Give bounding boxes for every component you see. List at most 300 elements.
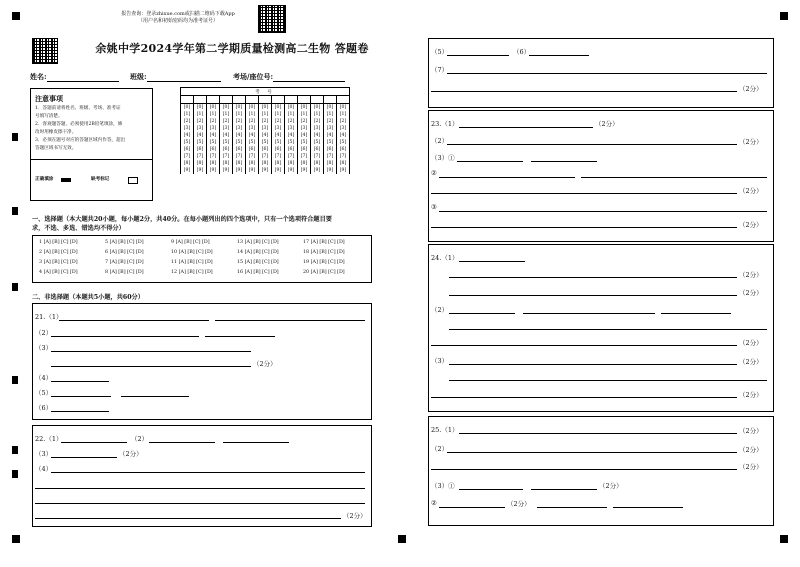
mc-question-1[interactable]: 1 [A] [B] [C] [D] (39, 240, 78, 245)
exam-digit-bubble[interactable]: [2] (285, 118, 298, 125)
answer-line[interactable] (61, 442, 127, 443)
mc-question-3[interactable]: 3 [A] [B] [C] [D] (39, 260, 78, 265)
notes-item: 号填写清楚。 (35, 114, 63, 119)
exam-digit-bubble[interactable]: [1] (337, 111, 350, 118)
answer-line[interactable] (449, 295, 737, 296)
exam-digit-bubble[interactable]: [4] (246, 132, 259, 139)
exam-digit-bubble[interactable]: [8] (233, 160, 246, 167)
continuation-box (428, 38, 774, 108)
exam-digit-bubble[interactable]: [6] (259, 146, 272, 153)
answer-line[interactable] (457, 161, 523, 162)
notes-item: 3．必须在题号对应的答题区域内作答，超出 (35, 138, 126, 143)
answer-line[interactable] (531, 489, 597, 490)
exam-digit-bubble[interactable]: [2] (259, 118, 272, 125)
exam-digit-bubble[interactable]: [1] (311, 111, 324, 118)
answer-line[interactable] (449, 277, 737, 278)
q23-part3: （3）① (431, 154, 455, 162)
answer-line[interactable] (529, 55, 589, 56)
exam-digit-bubble[interactable]: [9] (181, 167, 194, 174)
exam-digit-bubble[interactable]: [6] (233, 146, 246, 153)
exam-digit-bubble[interactable]: [0] (233, 104, 246, 112)
q25-circle2: ② (431, 499, 437, 507)
answer-line[interactable] (51, 411, 109, 412)
answer-line[interactable] (215, 320, 365, 321)
missing-mark-box[interactable] (128, 177, 138, 184)
answer-line[interactable] (449, 380, 767, 381)
exam-number-entry-cell[interactable] (181, 96, 194, 104)
exam-digit-bubble[interactable]: [3] (246, 125, 259, 132)
multiple-choice-box (32, 235, 372, 283)
exam-digit-bubble[interactable]: [4] (337, 132, 350, 139)
exam-number-entry-cell[interactable] (207, 96, 220, 104)
q25-box (428, 416, 774, 526)
exam-number-entry-cell[interactable] (324, 96, 337, 104)
exam-digit-bubble[interactable]: [0] (285, 104, 298, 112)
class-label: 班级: (130, 72, 147, 81)
q21-box (32, 303, 372, 420)
exam-digit-bubble[interactable]: [1] (207, 111, 220, 118)
exam-digit-bubble[interactable]: [3] (272, 125, 285, 132)
answer-line[interactable] (35, 518, 341, 519)
exam-digit-bubble[interactable]: [5] (194, 139, 207, 146)
exam-digit-bubble[interactable]: [3] (259, 125, 272, 132)
exam-digit-bubble[interactable]: [5] (220, 139, 233, 146)
cont-part7: （7） (431, 66, 449, 74)
exam-digit-bubble[interactable]: [9] (207, 167, 220, 174)
exam-digit-bubble[interactable]: [4] (311, 132, 324, 139)
q22-box (32, 425, 372, 527)
answer-line[interactable] (431, 345, 737, 346)
exam-digit-bubble[interactable]: [1] (272, 111, 285, 118)
cont-score: （2分） (739, 85, 763, 93)
mc-question-8[interactable]: 8 [A] [B] [C] [D] (105, 270, 144, 275)
mc-question-9[interactable]: 9 [A] [B] [C] [D] (171, 240, 210, 245)
q23-score-1: （2分） (595, 120, 619, 128)
timing-mark (780, 12, 788, 20)
exam-digit-bubble[interactable]: [8] (311, 160, 324, 167)
exam-digit-bubble[interactable]: [2] (298, 118, 311, 125)
answer-line[interactable] (59, 320, 209, 321)
exam-digit-bubble[interactable]: [8] (194, 160, 207, 167)
exam-digit-bubble[interactable]: [3] (337, 125, 350, 132)
exam-digit-bubble[interactable]: [1] (285, 111, 298, 118)
exam-digit-bubble[interactable]: [5] (246, 139, 259, 146)
exam-digit-bubble[interactable]: [0] (337, 104, 350, 112)
mc-question-7[interactable]: 7 [A] [B] [C] [D] (105, 260, 144, 265)
answer-line[interactable] (223, 442, 289, 443)
exam-digit-bubble[interactable]: [5] (272, 139, 285, 146)
answer-line[interactable] (523, 313, 655, 314)
q23-circle2: ② (431, 169, 437, 177)
timing-mark (12, 470, 18, 478)
mc-question-10[interactable]: 10 [A] [B] [C] [D] (171, 250, 213, 255)
cont-part5: （5） (431, 48, 449, 56)
exam-digit-bubble[interactable]: [5] (311, 139, 324, 146)
exam-digit-bubble[interactable]: [8] (259, 160, 272, 167)
exam-digit-bubble[interactable]: [9] (285, 167, 298, 174)
exam-digit-bubble[interactable]: [3] (324, 125, 337, 132)
mc-question-20[interactable]: 20 [A] [B] [C] [D] (303, 270, 345, 275)
mc-question-12[interactable]: 12 [A] [B] [C] [D] (171, 270, 213, 275)
exam-digit-bubble[interactable]: [6] (194, 146, 207, 153)
notice-line-2: （用户名和初始密码均为准考证号） (137, 18, 218, 24)
answer-line[interactable] (449, 364, 737, 365)
answer-line[interactable] (35, 503, 365, 504)
mc-question-15[interactable]: 15 [A] [B] [C] [D] (237, 260, 279, 265)
exam-digit-bubble[interactable]: [3] (285, 125, 298, 132)
exam-digit-bubble[interactable]: [2] (220, 118, 233, 125)
answer-line[interactable] (205, 336, 275, 337)
answer-line[interactable] (51, 396, 111, 397)
exam-digit-bubble[interactable]: [6] (207, 146, 220, 153)
q25-score-4: （2分） (599, 482, 623, 490)
timing-mark (398, 535, 406, 543)
exam-digit-bubble[interactable]: [4] (194, 132, 207, 139)
exam-digit-bubble[interactable]: [3] (194, 125, 207, 132)
answer-line[interactable] (51, 472, 365, 473)
exam-digit-bubble[interactable]: [2] (272, 118, 285, 125)
exam-digit-bubble[interactable]: [7] (181, 153, 194, 160)
notice-line-1: 报告查询：登录zhixue.com或扫描二维码下载App (121, 11, 235, 17)
answer-line[interactable] (459, 261, 525, 262)
answer-line[interactable] (121, 396, 189, 397)
mc-question-2[interactable]: 2 [A] [B] [C] [D] (39, 250, 78, 255)
exam-digit-bubble[interactable]: [8] (181, 160, 194, 167)
q24-part3: （3） (431, 357, 449, 365)
q25-score-1: （2分） (739, 427, 763, 435)
exam-digit-bubble[interactable]: [2] (207, 118, 220, 125)
qr-code-left (32, 38, 58, 64)
notes-title: 注意事项 (35, 94, 63, 103)
exam-digit-bubble[interactable]: [7] (207, 153, 220, 160)
q24-score-5: （2分） (739, 391, 763, 399)
q21-part1: 21.（1） (35, 313, 63, 321)
exam-digit-bubble[interactable]: [7] (285, 153, 298, 160)
answer-line[interactable] (449, 313, 515, 314)
exam-digit-bubble[interactable]: [6] (298, 146, 311, 153)
q25-score-3: （2分） (739, 463, 763, 471)
q21-part4: （4） (35, 374, 53, 382)
answer-line[interactable] (51, 366, 251, 367)
exam-digit-bubble[interactable]: [7] (233, 153, 246, 160)
exam-number-entry-cell[interactable] (220, 96, 233, 104)
mc-question-13[interactable]: 13 [A] [B] [C] [D] (237, 240, 279, 245)
seat-field[interactable] (233, 72, 345, 82)
exam-digit-bubble[interactable]: [8] (207, 160, 220, 167)
exam-digit-bubble[interactable]: [9] (298, 167, 311, 174)
page-title: 余姚中学2024学年第二学期质量检测高二生物 答题卷 (95, 42, 369, 55)
exam-digit-bubble[interactable]: [4] (272, 132, 285, 139)
answer-line[interactable] (51, 336, 199, 337)
timing-mark (12, 133, 18, 141)
exam-digit-bubble[interactable]: [6] (337, 146, 350, 153)
exam-digit-bubble[interactable]: [0] (311, 104, 324, 112)
exam-digit-bubble[interactable]: [5] (337, 139, 350, 146)
exam-digit-bubble[interactable]: [0] (259, 104, 272, 112)
q23-box (428, 110, 774, 242)
exam-digit-bubble[interactable]: [2] (233, 118, 246, 125)
exam-digit-bubble[interactable]: [3] (298, 125, 311, 132)
exam-digit-bubble[interactable]: [0] (246, 104, 259, 112)
exam-digit-bubble[interactable]: [9] (194, 167, 207, 174)
exam-number-entry-cell[interactable] (311, 96, 324, 104)
name-field[interactable] (30, 72, 119, 82)
exam-number-entry-cell[interactable] (285, 96, 298, 104)
q24-box (428, 244, 774, 412)
answer-line[interactable] (459, 433, 737, 434)
exam-digit-bubble[interactable]: [5] (298, 139, 311, 146)
q25-part1: 25.（1） (431, 426, 459, 434)
exam-digit-bubble[interactable]: [6] (324, 146, 337, 153)
exam-digit-bubble[interactable]: [8] (298, 160, 311, 167)
exam-digit-bubble[interactable]: [3] (311, 125, 324, 132)
answer-line[interactable] (531, 161, 597, 162)
exam-digit-bubble[interactable]: [1] (220, 111, 233, 118)
exam-digit-bubble[interactable]: [4] (285, 132, 298, 139)
exam-number-entry-cell[interactable] (194, 96, 207, 104)
q24-score-2: （2分） (739, 289, 763, 297)
exam-digit-bubble[interactable]: [9] (233, 167, 246, 174)
exam-digit-bubble[interactable]: [0] (272, 104, 285, 112)
exam-number-label: 考 号 (181, 88, 350, 96)
missing-mark-label: 缺考标记 (91, 177, 110, 182)
answer-line[interactable] (447, 144, 737, 145)
exam-number-entry-cell[interactable] (298, 96, 311, 104)
notes-item: 改时用橡皮擦干净。 (35, 130, 77, 135)
section1-heading-2: 求，不选、多选、错选均不得分） (32, 225, 125, 232)
q22-part1: 22.（1） (35, 435, 63, 443)
exam-digit-bubble[interactable]: [6] (272, 146, 285, 153)
notes-item: 1．答题前请将姓名、班级、考场、准考证 (35, 106, 121, 111)
exam-digit-bubble[interactable]: [4] (324, 132, 337, 139)
exam-digit-bubble[interactable]: [4] (220, 132, 233, 139)
q25-score-5: （2分） (507, 500, 531, 508)
mc-question-4[interactable]: 4 [A] [B] [C] [D] (39, 270, 78, 275)
q25-part3: （3）① (431, 482, 455, 490)
answer-line[interactable] (431, 469, 737, 470)
answer-line[interactable] (459, 489, 523, 490)
exam-digit-bubble[interactable]: [5] (259, 139, 272, 146)
answer-line[interactable] (439, 507, 505, 508)
exam-digit-bubble[interactable]: [1] (246, 111, 259, 118)
q22-part2: （2） (131, 435, 149, 443)
answer-line[interactable] (431, 397, 737, 398)
exam-digit-bubble[interactable]: [1] (298, 111, 311, 118)
exam-digit-bubble[interactable]: [8] (285, 160, 298, 167)
answer-line[interactable] (35, 488, 365, 489)
exam-digit-bubble[interactable]: [2] (246, 118, 259, 125)
qr-code-top (258, 5, 286, 33)
q21-score: （2分） (253, 360, 277, 368)
answer-line[interactable] (581, 177, 767, 178)
timing-mark (12, 207, 18, 215)
name-label: 姓名: (30, 72, 47, 81)
answer-line[interactable] (431, 91, 737, 92)
notes-item: 2．客观题答题，必须使用2B铅笔填涂，修 (35, 122, 123, 127)
exam-digit-bubble[interactable]: [1] (233, 111, 246, 118)
exam-digit-bubble[interactable]: [7] (311, 153, 324, 160)
q22-part4: （4） (35, 465, 53, 473)
seat-label: 考场/座位号: (233, 72, 274, 81)
q24-part1: 24.（1） (431, 254, 459, 262)
exam-digit-bubble[interactable]: [5] (181, 139, 194, 146)
exam-digit-bubble[interactable]: [6] (181, 146, 194, 153)
exam-digit-bubble[interactable]: [4] (259, 132, 272, 139)
exam-digit-bubble[interactable]: [3] (181, 125, 194, 132)
exam-digit-bubble[interactable]: [0] (324, 104, 337, 112)
exam-number-grid (180, 87, 350, 174)
notes-item: 答题区域书写无效。 (35, 146, 77, 151)
mc-question-18[interactable]: 18 [A] [B] [C] [D] (303, 250, 345, 255)
exam-digit-bubble[interactable]: [9] (311, 167, 324, 174)
answer-line[interactable] (431, 227, 737, 228)
exam-digit-bubble[interactable]: [5] (207, 139, 220, 146)
exam-digit-bubble[interactable]: [6] (311, 146, 324, 153)
exam-number-entry-cell[interactable] (337, 96, 350, 104)
q24-part2: （2） (431, 306, 449, 314)
exam-digit-bubble[interactable]: [7] (194, 153, 207, 160)
mc-question-5[interactable]: 5 [A] [B] [C] [D] (105, 240, 144, 245)
exam-digit-bubble[interactable]: [5] (324, 139, 337, 146)
section2-heading: 二、非选择题（本题共5小题，共60分） (32, 294, 144, 301)
mc-question-16[interactable]: 16 [A] [B] [C] [D] (237, 270, 279, 275)
q23-score-4: （2分） (739, 221, 763, 229)
answer-line[interactable] (449, 329, 767, 330)
exam-digit-bubble[interactable]: [4] (181, 132, 194, 139)
exam-number-entry-cell[interactable] (259, 96, 272, 104)
notes-box (30, 88, 153, 201)
timing-mark (12, 376, 18, 384)
exam-digit-bubble[interactable]: [8] (337, 160, 350, 167)
exam-digit-bubble[interactable]: [8] (220, 160, 233, 167)
exam-digit-bubble[interactable]: [4] (233, 132, 246, 139)
exam-digit-bubble[interactable]: [9] (324, 167, 337, 174)
answer-line[interactable] (431, 193, 737, 194)
exam-digit-bubble[interactable]: [7] (337, 153, 350, 160)
answer-line[interactable] (51, 351, 251, 352)
correct-fill-label: 正确填涂 (35, 177, 54, 182)
exam-digit-bubble[interactable]: [2] (311, 118, 324, 125)
cont-part6: （6） (513, 48, 531, 56)
answer-line[interactable] (51, 381, 109, 382)
exam-digit-bubble[interactable]: [1] (259, 111, 272, 118)
answer-line[interactable] (51, 457, 117, 458)
mc-question-6[interactable]: 6 [A] [B] [C] [D] (105, 250, 144, 255)
exam-digit-bubble[interactable]: [7] (220, 153, 233, 160)
mc-question-17[interactable]: 17 [A] [B] [C] [D] (303, 240, 345, 245)
q22-score-final: （2分） (343, 512, 367, 520)
exam-digit-bubble[interactable]: [6] (220, 146, 233, 153)
q21-part6: （6） (35, 404, 53, 412)
q23-part1: 23.（1） (431, 120, 459, 128)
exam-digit-bubble[interactable]: [1] (324, 111, 337, 118)
exam-digit-bubble[interactable]: [4] (298, 132, 311, 139)
exam-digit-bubble[interactable]: [0] (220, 104, 233, 112)
exam-digit-bubble[interactable]: [7] (259, 153, 272, 160)
timing-mark (12, 535, 20, 543)
q24-score-1: （2分） (739, 271, 763, 279)
exam-digit-bubble[interactable]: [2] (194, 118, 207, 125)
exam-digit-bubble[interactable]: [8] (246, 160, 259, 167)
exam-digit-bubble[interactable]: [1] (194, 111, 207, 118)
exam-digit-bubble[interactable]: [6] (246, 146, 259, 153)
exam-number-entry-cell[interactable] (246, 96, 259, 104)
exam-digit-bubble[interactable]: [9] (259, 167, 272, 174)
answer-line[interactable] (613, 507, 683, 508)
section1-heading: 一、选择题（本大题共20小题，每小题2分，共40分。在每小题列出的四个选项中，只有一个选项符合题目要 (32, 216, 332, 223)
q24-score-3: （2分） (739, 339, 763, 347)
q21-part2: （2） (35, 329, 53, 337)
timing-mark (780, 535, 788, 543)
exam-digit-bubble[interactable]: [5] (233, 139, 246, 146)
class-field[interactable] (130, 72, 221, 82)
exam-digit-bubble[interactable]: [9] (337, 167, 350, 174)
exam-digit-bubble[interactable]: [2] (181, 118, 194, 125)
exam-digit-bubble[interactable]: [3] (207, 125, 220, 132)
timing-mark (12, 283, 18, 291)
answer-line[interactable] (439, 177, 575, 178)
mc-question-14[interactable]: 14 [A] [B] [C] [D] (237, 250, 279, 255)
q25-part2: （2） (431, 445, 449, 453)
exam-digit-bubble[interactable]: [7] (246, 153, 259, 160)
q21-part5: （5） (35, 389, 53, 397)
q22-part3: （3） (35, 450, 53, 458)
exam-digit-bubble[interactable]: [3] (220, 125, 233, 132)
answer-line[interactable] (661, 313, 731, 314)
exam-digit-bubble[interactable]: [8] (272, 160, 285, 167)
answer-line[interactable] (447, 73, 767, 74)
exam-digit-bubble[interactable]: [9] (246, 167, 259, 174)
exam-digit-bubble[interactable]: [5] (285, 139, 298, 146)
q23-circle3: ③ (431, 203, 437, 211)
exam-digit-bubble[interactable]: [7] (324, 153, 337, 160)
exam-digit-bubble[interactable]: [2] (324, 118, 337, 125)
mc-question-19[interactable]: 19 [A] [B] [C] [D] (303, 260, 345, 265)
exam-digit-bubble[interactable]: [7] (298, 153, 311, 160)
mc-question-11[interactable]: 11 [A] [B] [C] [D] (171, 260, 213, 265)
answer-line[interactable] (149, 442, 215, 443)
q25-score-2: （2分） (739, 446, 763, 454)
exam-digit-bubble[interactable]: [7] (272, 153, 285, 160)
exam-number-entry-cell[interactable] (272, 96, 285, 104)
q23-score-3: （2分） (739, 187, 763, 195)
timing-mark (12, 446, 18, 454)
q21-part3: （3） (35, 344, 53, 352)
exam-digit-bubble[interactable]: [0] (207, 104, 220, 112)
answer-line[interactable] (537, 507, 607, 508)
exam-digit-bubble[interactable]: [6] (285, 146, 298, 153)
exam-digit-bubble[interactable]: [1] (181, 111, 194, 118)
exam-digit-bubble[interactable]: [3] (233, 125, 246, 132)
exam-digit-bubble[interactable]: [0] (194, 104, 207, 112)
q22-score: （2分） (119, 450, 143, 458)
answer-line[interactable] (459, 127, 593, 128)
q24-score-4: （2分） (739, 358, 763, 366)
answer-line[interactable] (447, 55, 509, 56)
exam-number-entry-cell[interactable] (233, 96, 246, 104)
exam-digit-bubble[interactable]: [2] (337, 118, 350, 125)
exam-digit-bubble[interactable]: [8] (324, 160, 337, 167)
exam-digit-bubble[interactable]: [0] (298, 104, 311, 112)
exam-digit-bubble[interactable]: [9] (272, 167, 285, 174)
q23-part2: （2） (431, 137, 449, 145)
timing-mark (12, 12, 20, 20)
answer-line[interactable] (439, 211, 767, 212)
exam-digit-bubble[interactable]: [0] (181, 104, 194, 112)
answer-line[interactable] (447, 452, 737, 453)
exam-digit-bubble[interactable]: [4] (207, 132, 220, 139)
exam-digit-bubble[interactable]: [9] (220, 167, 233, 174)
